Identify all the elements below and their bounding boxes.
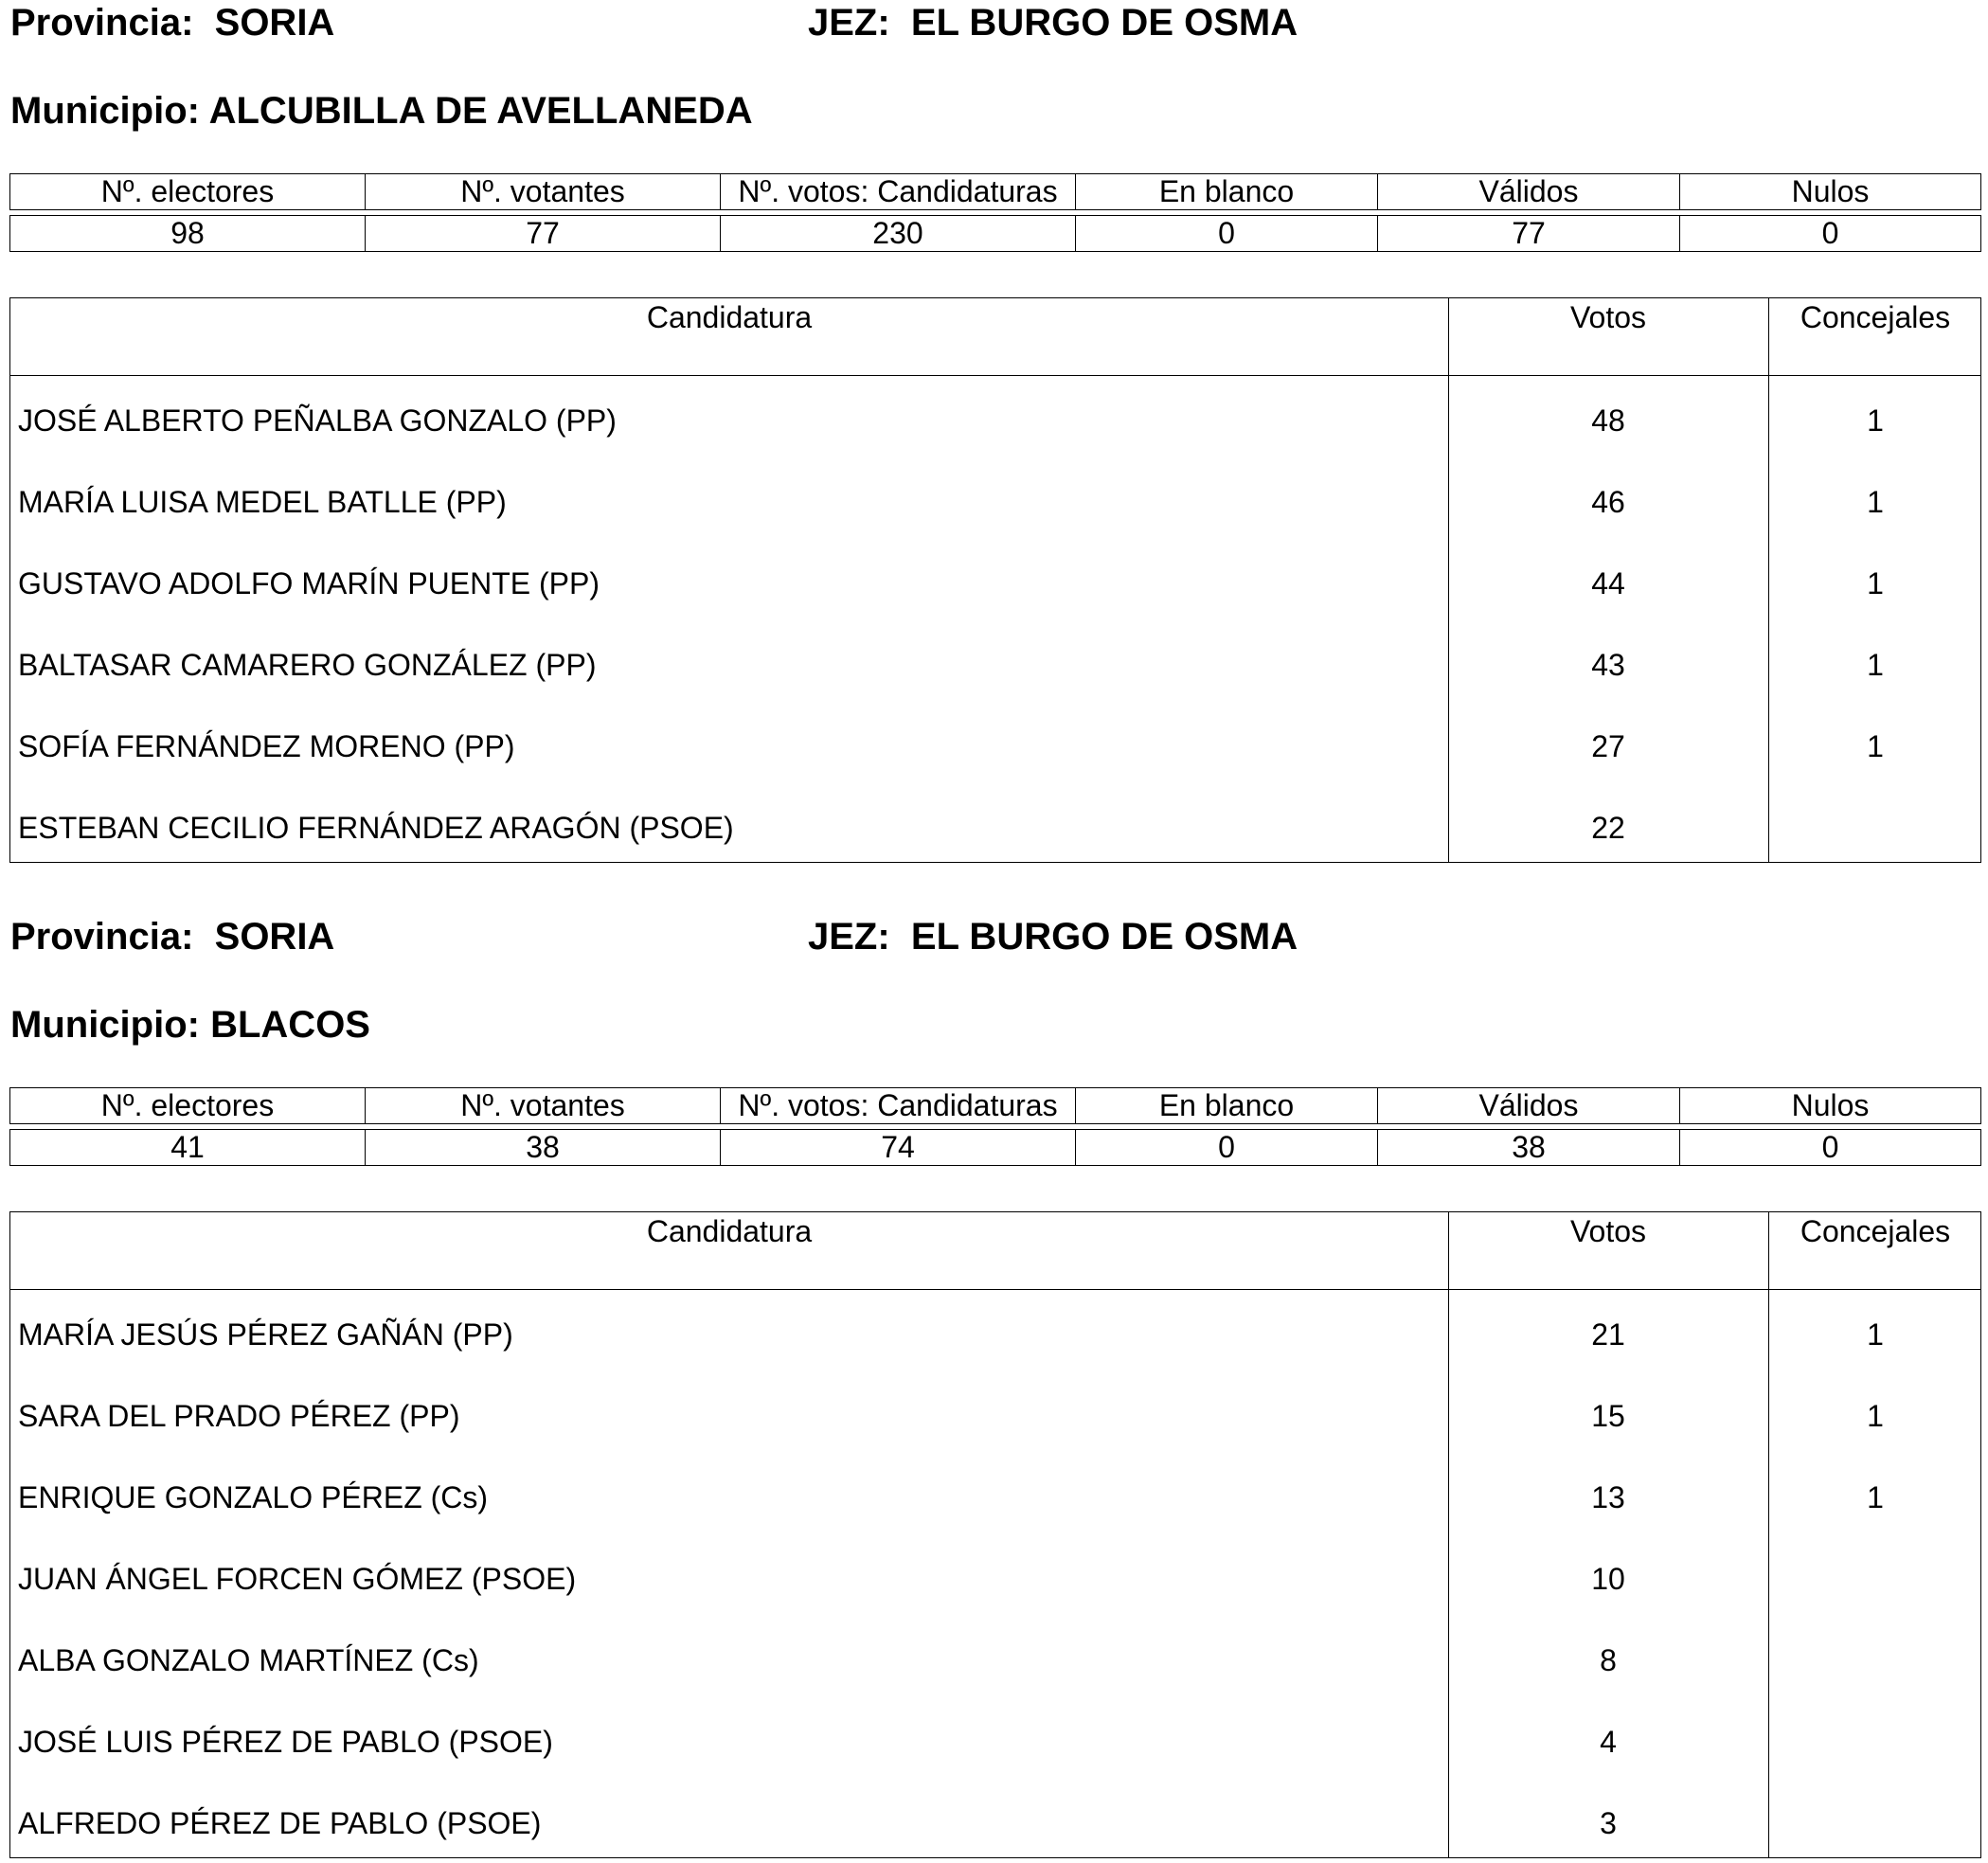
stats-value-nulos: 0 — [1679, 215, 1981, 252]
candidate-name: GUSTAVO ADOLFO MARÍN PUENTE (PP) — [18, 566, 600, 600]
municipio-heading — [10, 1002, 370, 1048]
jez-heading — [808, 0, 1298, 45]
candidate-row — [10, 783, 1980, 865]
header-votos: Votos — [1569, 1214, 1647, 1248]
candidate-row — [10, 457, 1980, 539]
candidate-name: ESTEBAN CECILIO FERNÁNDEZ ARAGÓN (PSOE) — [18, 811, 734, 845]
municipio-heading — [10, 88, 753, 134]
candidate-row — [10, 1697, 1980, 1779]
candidate-row — [10, 539, 1980, 620]
stats-table — [9, 173, 1981, 252]
candidate-name: JOSÉ ALBERTO PEÑALBA GONZALO (PP) — [18, 403, 617, 438]
stats-header-en-blanco: En blanco — [1075, 173, 1377, 210]
candidate-name: JUAN ÁNGEL FORCEN GÓMEZ (PSOE) — [18, 1562, 577, 1596]
candidate-row — [10, 1779, 1980, 1860]
candidates-table — [9, 1211, 1981, 1858]
stats-header-nulos: Nulos — [1679, 173, 1981, 210]
candidate-name: JOSÉ LUIS PÉREZ DE PABLO (PSOE) — [18, 1725, 553, 1759]
candidate-votes: 27 — [1591, 729, 1625, 763]
stats-value-row — [9, 215, 1981, 252]
provincia-label: Provincia: — [10, 2, 194, 44]
stats-table — [9, 1087, 1981, 1166]
candidate-votes: 15 — [1591, 1399, 1625, 1433]
candidate-concejales: 1 — [1867, 1480, 1884, 1514]
stats-header-votos-candidaturas: Nº. votos: Candidaturas — [720, 1087, 1075, 1124]
stats-header-electores: Nº. electores — [9, 173, 365, 210]
jez-label: JEZ: — [808, 916, 890, 958]
candidate-concejales: 1 — [1867, 485, 1884, 519]
provincia-label: Provincia: — [10, 916, 194, 958]
candidate-votes: 44 — [1591, 566, 1625, 600]
stats-value-votos-candidaturas: 74 — [720, 1129, 1075, 1166]
candidate-row — [10, 1534, 1980, 1616]
candidate-votes: 48 — [1591, 403, 1625, 438]
stats-value-validos: 77 — [1377, 215, 1679, 252]
candidate-name: SOFÍA FERNÁNDEZ MORENO (PP) — [18, 729, 515, 763]
candidate-name: BALTASAR CAMARERO GONZÁLEZ (PP) — [18, 648, 597, 682]
candidate-concejales: 1 — [1867, 1317, 1884, 1352]
stats-value-row — [9, 1129, 1981, 1166]
municipio-label: Municipio: — [10, 1004, 200, 1046]
provincia-heading — [10, 0, 334, 45]
candidate-votes: 3 — [1600, 1806, 1617, 1840]
provincia-value: SORIA — [214, 2, 335, 44]
candidate-votes: 4 — [1600, 1725, 1617, 1759]
candidate-name: MARÍA JESÚS PÉREZ GAÑÁN (PP) — [18, 1317, 513, 1352]
municipio-value: BLACOS — [210, 1004, 370, 1046]
municipio-value: ALCUBILLA DE AVELLANEDA — [208, 90, 753, 132]
municipio-section-alcubilla — [0, 0, 1988, 862]
candidate-row — [10, 1290, 1980, 1371]
municipio-section-blacos — [0, 914, 1988, 1863]
candidate-votes: 46 — [1591, 485, 1625, 519]
jez-value: EL BURGO DE OSMA — [910, 916, 1298, 958]
stats-header-votantes: Nº. votantes — [365, 173, 720, 210]
candidate-name: SARA DEL PRADO PÉREZ (PP) — [18, 1399, 460, 1433]
jez-value: EL BURGO DE OSMA — [910, 2, 1298, 44]
stats-header-validos: Válidos — [1377, 173, 1679, 210]
candidate-name: ALBA GONZALO MARTÍNEZ (Cs) — [18, 1643, 479, 1677]
stats-value-en-blanco: 0 — [1075, 1129, 1377, 1166]
stats-value-electores: 98 — [9, 215, 365, 252]
candidates-table — [9, 297, 1981, 863]
header-votos: Votos — [1569, 300, 1647, 334]
candidate-concejales: 1 — [1867, 1399, 1884, 1433]
candidate-votes: 13 — [1591, 1480, 1625, 1514]
stats-header-validos: Válidos — [1377, 1087, 1679, 1124]
stats-header-nulos: Nulos — [1679, 1087, 1981, 1124]
jez-label: JEZ: — [808, 2, 890, 44]
header-concejales: Concejales — [1800, 300, 1951, 334]
stats-header-votos-candidaturas: Nº. votos: Candidaturas — [720, 173, 1075, 210]
candidate-concejales: 1 — [1867, 729, 1884, 763]
stats-header-en-blanco: En blanco — [1075, 1087, 1377, 1124]
jez-heading — [808, 914, 1298, 959]
candidate-row — [10, 620, 1980, 702]
candidate-votes: 43 — [1591, 648, 1625, 682]
stats-header-votantes: Nº. votantes — [365, 1087, 720, 1124]
candidate-concejales: 1 — [1867, 403, 1884, 438]
candidate-row — [10, 702, 1980, 783]
stats-value-votantes: 77 — [365, 215, 720, 252]
stats-header-row — [9, 1087, 1981, 1124]
stats-value-validos: 38 — [1377, 1129, 1679, 1166]
provincia-heading — [10, 914, 334, 959]
stats-value-en-blanco: 0 — [1075, 215, 1377, 252]
candidate-votes: 8 — [1600, 1643, 1617, 1677]
provincia-value: SORIA — [214, 916, 335, 958]
stats-value-electores: 41 — [9, 1129, 365, 1166]
candidate-votes: 22 — [1591, 811, 1625, 845]
candidate-row — [10, 1371, 1980, 1453]
municipio-label: Municipio: — [10, 90, 200, 132]
stats-value-votantes: 38 — [365, 1129, 720, 1166]
candidate-row — [10, 1453, 1980, 1534]
header-concejales: Concejales — [1800, 1214, 1951, 1248]
candidate-concejales: 1 — [1867, 648, 1884, 682]
candidate-name: MARÍA LUISA MEDEL BATLLE (PP) — [18, 485, 507, 519]
stats-value-votos-candidaturas: 230 — [720, 215, 1075, 252]
candidate-votes: 21 — [1591, 1317, 1625, 1352]
stats-value-nulos: 0 — [1679, 1129, 1981, 1166]
candidate-name: ALFREDO PÉREZ DE PABLO (PSOE) — [18, 1806, 542, 1840]
candidate-row — [10, 376, 1980, 457]
stats-header-electores: Nº. electores — [9, 1087, 365, 1124]
candidate-name: ENRIQUE GONZALO PÉREZ (Cs) — [18, 1480, 489, 1514]
candidate-concejales: 1 — [1867, 566, 1884, 600]
header-candidatura: Candidatura — [646, 1214, 813, 1248]
candidate-row — [10, 1616, 1980, 1697]
stats-header-row — [9, 173, 1981, 210]
header-candidatura: Candidatura — [646, 300, 813, 334]
candidate-votes: 10 — [1591, 1562, 1625, 1596]
